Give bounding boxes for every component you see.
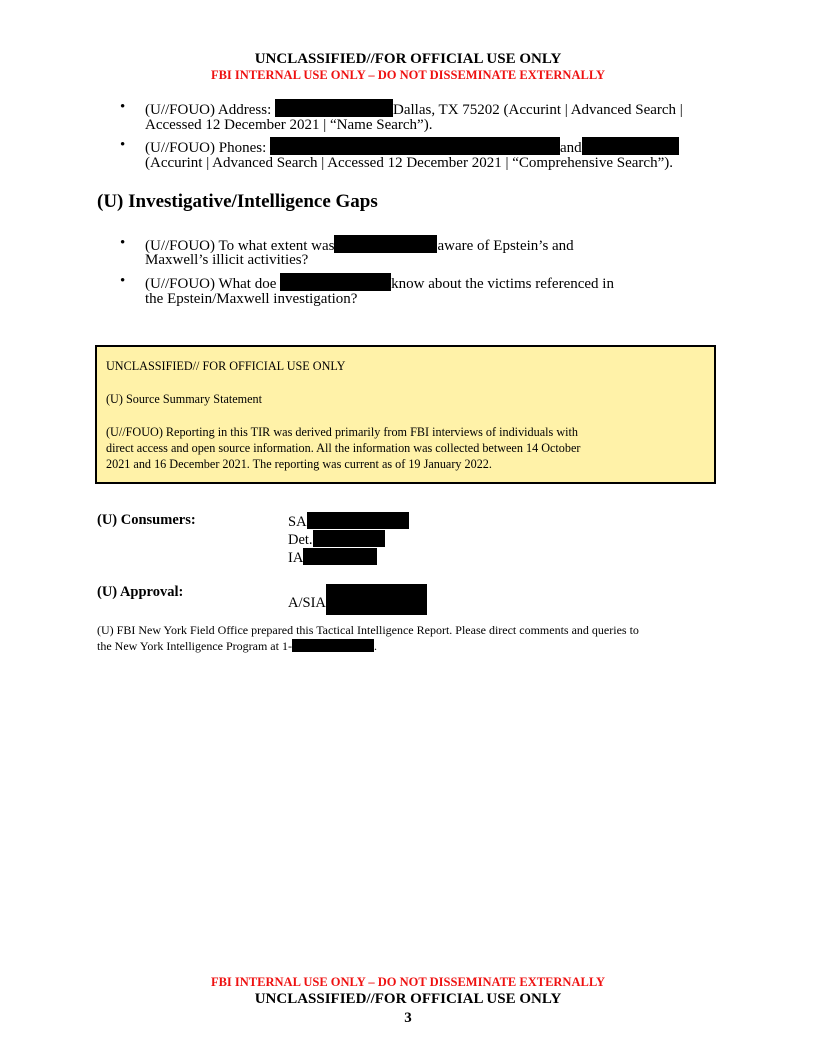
summary-heading: (U) Source Summary Statement [106, 392, 263, 406]
redaction-block [326, 584, 427, 615]
gap-1-text-pre: (U//FOUO) To what extent was [145, 238, 335, 254]
consumers-label: (U) Consumers: [97, 512, 196, 528]
phones-and: and [560, 140, 582, 156]
bullet-dot: • [120, 99, 126, 115]
gaps-section-title: (U) Investigative/Intelligence Gaps [97, 191, 378, 212]
redaction-block [270, 137, 560, 155]
redaction-block [303, 548, 377, 565]
redaction-block [582, 137, 679, 155]
consumer-entry [288, 548, 377, 567]
address-bullet-line1 [145, 99, 683, 119]
approval-entry [288, 584, 427, 615]
bullet-dot: • [120, 137, 126, 153]
source-summary-box [95, 345, 716, 484]
footer-classification: UNCLASSIFIED//FOR OFFICIAL USE ONLY [254, 991, 562, 1007]
phones-label: (U//FOUO) Phones: [145, 140, 267, 156]
footer-handling-caveat: FBI INTERNAL USE ONLY – DO NOT DISSEMINATE EXTERNALLY [210, 975, 606, 989]
footer-note-line1: (U) FBI New York Field Office prepared this Tactical Intelligence Report. Please direct comments and queries to [97, 623, 639, 637]
consumer-entry [288, 530, 385, 549]
footer-note-text: the New York Intelligence Program at 1- [97, 639, 292, 653]
header-classification: UNCLASSIFIED//FOR OFFICIAL USE ONLY [254, 51, 562, 67]
gap-2-text-pre: (U//FOUO) What doe [145, 276, 277, 292]
consumer-entry [288, 512, 409, 531]
redaction-block [313, 530, 385, 547]
summary-body-line: (U//FOUO) Reporting in this TIR was derived primarily from FBI interviews of individuals with [106, 425, 578, 439]
bullet-dot: • [120, 273, 126, 289]
gap-2-line1 [145, 273, 614, 293]
phones-bullet-line2: (Accurint | Advanced Search | Accessed 12 December 2021 | “Comprehensive Search”). [145, 155, 673, 171]
address-city-source: Dallas, TX 75202 (Accurint | Advanced Search | [393, 102, 683, 118]
gap-1-line2: Maxwell’s illicit activities? [145, 252, 309, 268]
footer-note-line2 [97, 639, 377, 654]
redaction-block [334, 235, 437, 253]
consumer-title: Det. [288, 532, 313, 548]
bullet-dot: • [120, 235, 126, 251]
summary-classification: UNCLASSIFIED// FOR OFFICIAL USE ONLY [106, 359, 346, 373]
summary-body-line: 2021 and 16 December 2021. The reporting was current as of 19 January 2022. [106, 457, 492, 471]
redaction-block [275, 99, 393, 117]
header-handling-caveat: FBI INTERNAL USE ONLY – DO NOT DISSEMINATE EXTERNALLY [210, 68, 606, 82]
redaction-block [307, 512, 409, 529]
page-number: 3 [404, 1010, 412, 1026]
gap-2-text-post: know about the victims referenced in [391, 276, 614, 292]
address-bullet-line2: Accessed 12 December 2021 | “Name Search”). [145, 117, 433, 133]
redaction-block [280, 273, 391, 291]
address-label: (U//FOUO) Address: [145, 102, 272, 118]
summary-body-line: direct access and open source information. All the information was collected between 14 October [106, 441, 581, 455]
redaction-block [292, 639, 374, 652]
approval-label: (U) Approval: [97, 584, 184, 600]
footer-note-period: . [373, 639, 377, 653]
consumer-title: IA [288, 550, 304, 566]
phones-bullet-line1 [145, 137, 679, 157]
consumer-title: SA [288, 514, 307, 530]
gap-1-text-post: aware of Epstein’s and [437, 238, 574, 254]
approval-title: A/SIA [288, 595, 326, 611]
gap-2-line2: the Epstein/Maxwell investigation? [145, 291, 358, 307]
